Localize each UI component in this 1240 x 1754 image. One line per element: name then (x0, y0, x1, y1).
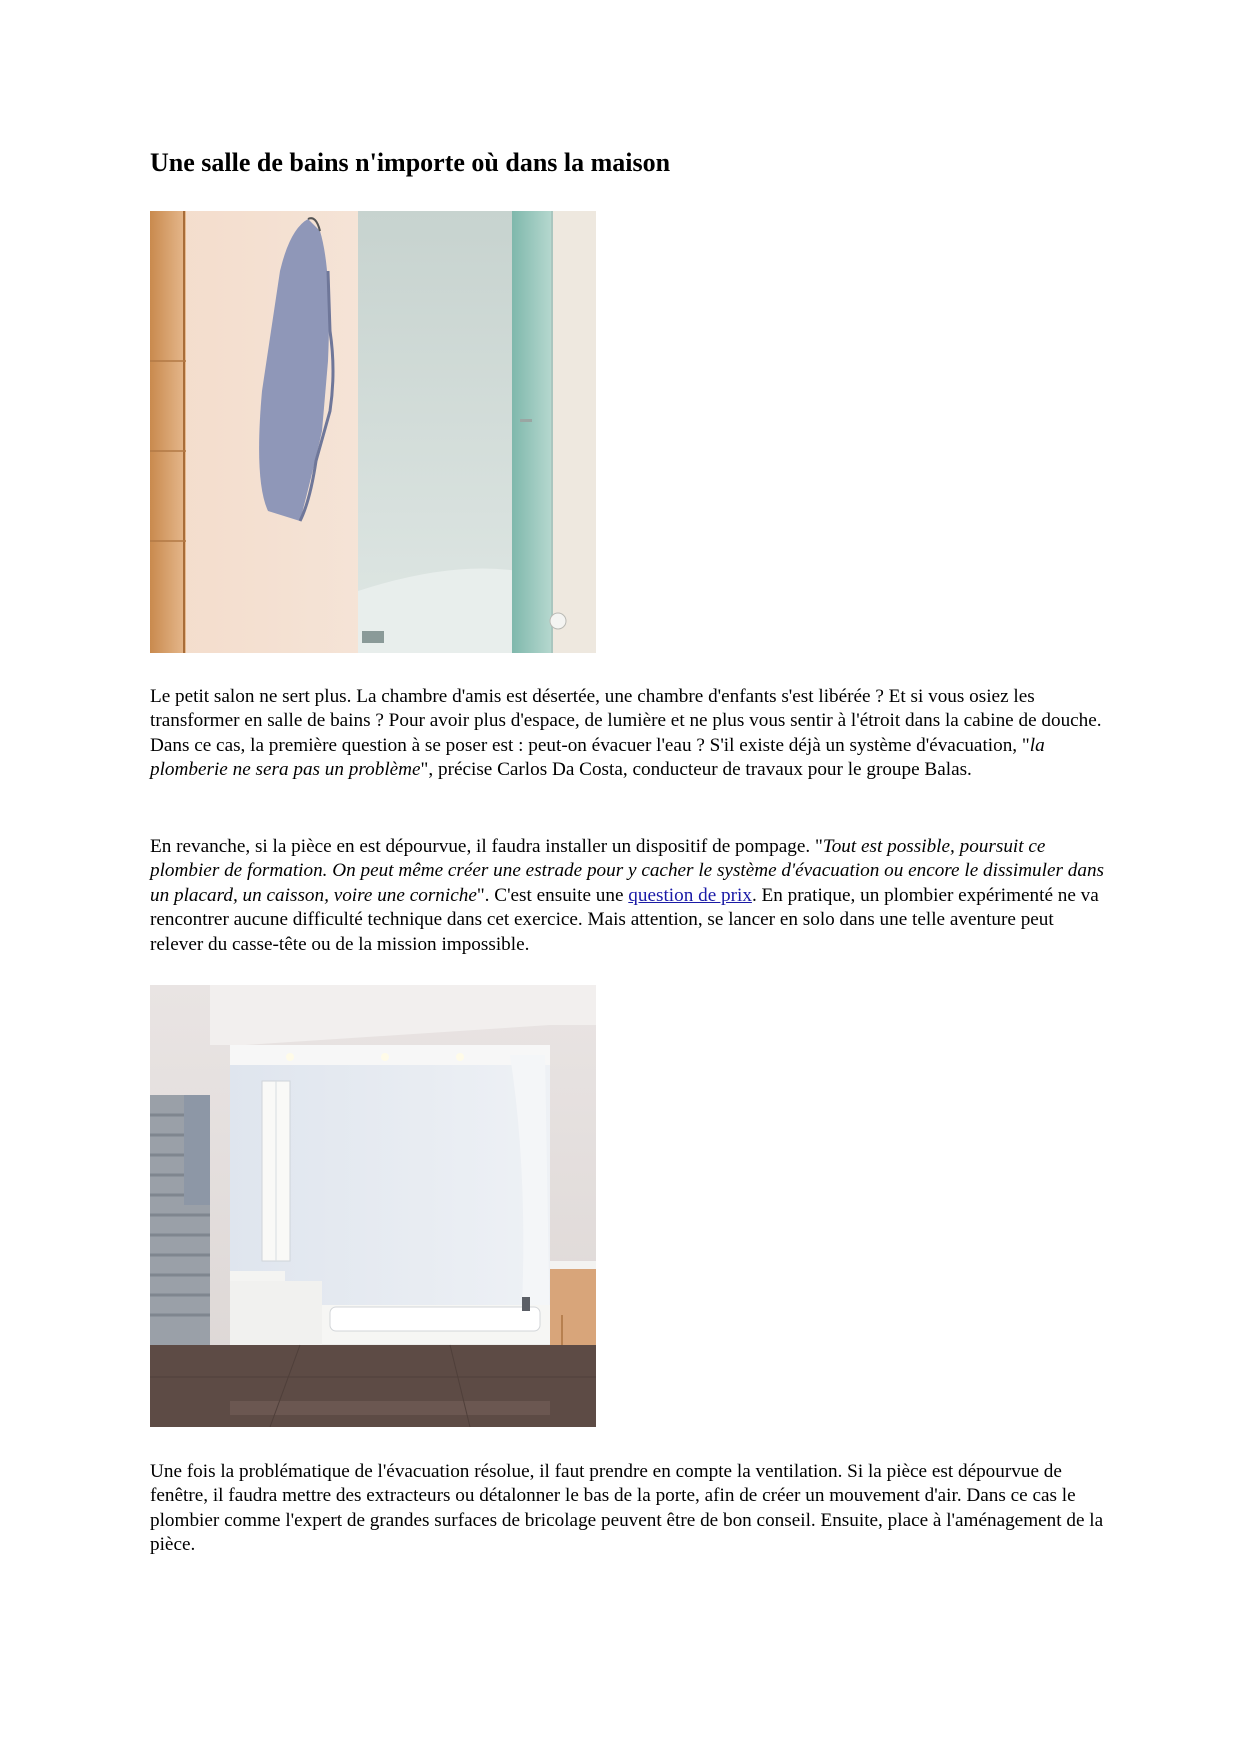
paragraph-2-quote: Tout est possible, poursuit ce plombier de formation. On peut même créer une estrade pour y cacher le système d'évacuation ou encore le dissimuler dans un placard, un caisson, voire une corniche (150, 836, 1105, 906)
paragraph-2-text-middle: ". C'est ensuite une (476, 884, 629, 906)
paragraph-1-quote: la plomberie ne sera pas un problème (150, 734, 1045, 781)
page-title: Une salle de bains n'importe où dans la maison (150, 148, 671, 177)
question-de-prix-link[interactable]: question de prix (628, 884, 752, 906)
paragraph-3: Une fois la problématique de l'évacuation résolue, il faut prendre en compte la ventilation. Si la pièce est dépourvue de fenêtre, il faudra mettre des extracteurs ou détalonner le bas de la porte, afin de créer un mouvement d'air. Dans ce cas le plombier comme l'expert de grandes surfaces de bricolage peuvent être de bon conseil. Ensuite, place à l'aménagement de la pièce. (150, 1461, 1104, 1556)
shower-towel-photo (150, 211, 596, 653)
paragraph-2 (150, 835, 1110, 957)
bathtub-room-photo (150, 985, 596, 1427)
paragraph-1-text-start: Le petit salon ne sert plus. La chambre d'amis est désertée, une chambre d'enfants s'est libérée ? Et si vous osiez les transformer en salle de bains ? Pour avoir plus d'espace, de lumière et ne plus vous sentir à l'étroit dans la cabine de douche. Dans ce cas, la première question à se poser est : peut-on évacuer l'eau ? S'il existe déjà un système d'évacuation, " (150, 686, 1102, 756)
paragraph-1 (150, 685, 1110, 783)
paragraph-2-text-end: . En pratique, un plombier expérimenté ne va rencontrer aucune difficulté technique dans cet exercice. Mais attention, se lancer en solo dans une telle aventure peut relever du casse-tête ou de la mission impossible. (150, 884, 1099, 955)
paragraph-2-text-start: En revanche, si la pièce en est dépourvue, il faudra installer un dispositif de pompage. " (150, 836, 823, 857)
paragraph-1-text-end: ", précise Carlos Da Costa, conducteur de travaux pour le groupe Balas. (420, 759, 972, 781)
